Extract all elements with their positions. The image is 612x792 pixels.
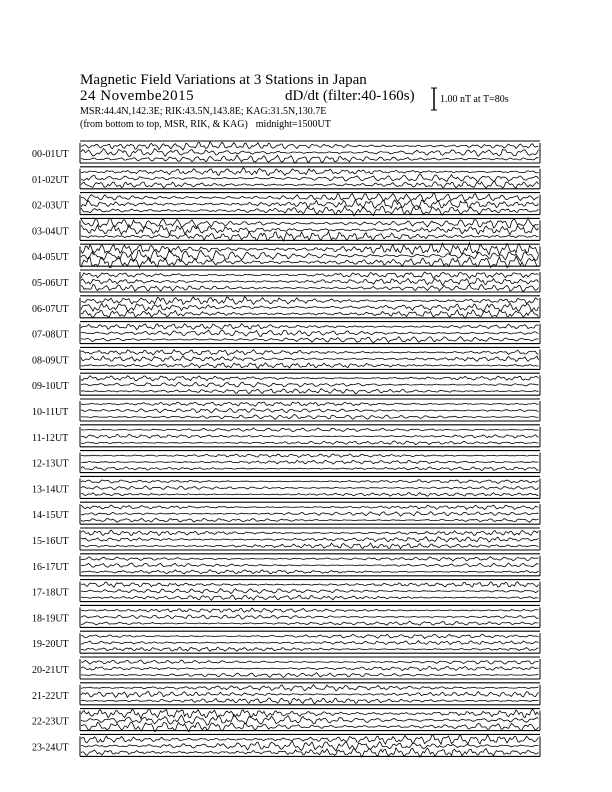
trace-kag (81, 297, 539, 305)
trace-rik (81, 409, 539, 413)
row-label: 21-22UT (32, 690, 69, 702)
trace-rik (81, 714, 539, 725)
trace-rik (81, 486, 539, 490)
trace-kag (81, 709, 539, 719)
filter-label: dD/dt (filter:40-160s) (285, 88, 415, 104)
trace-msr (81, 673, 539, 678)
trace-msr (81, 441, 539, 445)
trace-rik (81, 174, 539, 181)
trace-rik (81, 303, 539, 311)
hour-panel-03-04UT (32, 218, 540, 241)
row-label: 08-09UT (32, 355, 69, 367)
trace-msr (81, 647, 539, 651)
trace-rik (81, 356, 539, 361)
row-label: 18-19UT (32, 613, 69, 625)
trace-msr (81, 363, 539, 369)
trace-kag (81, 608, 539, 612)
midnight-note: midnight=1500UT (255, 119, 331, 130)
trace-msr (81, 310, 539, 319)
row-label: 10-11UT (32, 407, 69, 418)
hour-panel-11-12UT (32, 425, 540, 447)
row-label: 12-13UT (32, 458, 69, 470)
hour-panel-16-17UT (32, 554, 540, 576)
hour-panel-06-07UT (32, 296, 540, 319)
trace-msr (81, 698, 539, 704)
trace-rik (81, 512, 539, 516)
trace-msr (81, 493, 539, 497)
trace-kag (81, 582, 539, 587)
hour-panel-14-15UT (32, 502, 540, 524)
row-label: 05-06UT (32, 278, 69, 289)
trace-rik (81, 615, 539, 619)
trace-kag (81, 376, 539, 381)
trace-kag (81, 454, 539, 457)
row-label: 11-12UT (32, 432, 69, 444)
hour-panel-19-20UT (32, 631, 540, 653)
row-label: 01-02UT (32, 174, 69, 186)
trace-msr (81, 570, 539, 574)
row-label: 15-16UT (32, 536, 69, 547)
trace-msr (81, 595, 539, 600)
row-label: 17-18UT (32, 587, 69, 599)
trace-kag (81, 402, 539, 406)
trace-rik (81, 589, 539, 594)
order-note: (from bottom to top, MSR, RIK, & KAG) (80, 119, 248, 130)
trace-rik (81, 225, 539, 235)
trace-msr (81, 467, 539, 471)
hour-panel-23-24UT (32, 734, 540, 757)
trace-kag (81, 142, 539, 150)
trace-kag (81, 505, 539, 510)
hour-panel-07-08UT (32, 322, 540, 344)
trace-kag (81, 660, 539, 664)
row-label: 07-08UT (32, 329, 69, 341)
trace-rik (81, 149, 539, 157)
trace-msr (81, 284, 539, 291)
trace-rik (81, 382, 539, 387)
trace-kag (81, 324, 539, 330)
row-label: 23-24UT (32, 742, 69, 754)
row-label: 04-05UT (32, 252, 69, 264)
row-label: 14-15UT (32, 510, 69, 522)
hour-panel-20-21UT (32, 657, 540, 679)
scale-label: 1.00 nT at T=80s (440, 94, 509, 105)
trace-kag (81, 350, 539, 356)
date-label: 24 Novembe2015 (80, 88, 195, 104)
row-label: 16-17UT (32, 561, 69, 573)
trace-rik (81, 537, 539, 543)
trace-kag (81, 530, 539, 536)
trace-msr (81, 621, 539, 625)
trace-rik (81, 330, 539, 336)
trace-msr (81, 337, 539, 343)
trace-kag (81, 168, 539, 176)
row-label: 02-03UT (32, 200, 69, 212)
trace-rik (81, 278, 539, 285)
hour-panel-18-19UT (32, 605, 540, 627)
trace-kag (81, 685, 539, 691)
trace-kag (81, 480, 539, 484)
hour-panel-02-03UT (32, 193, 540, 216)
hour-panel-13-14UT (32, 476, 540, 498)
trace-msr (81, 748, 539, 757)
hour-panel-17-18UT (32, 580, 540, 602)
row-label: 22-23UT (32, 716, 69, 728)
hour-panel-05-06UT (32, 270, 540, 292)
trace-rik (81, 434, 539, 438)
hour-panel-09-10UT (32, 373, 540, 395)
trace-msr (81, 155, 539, 163)
hour-panel-01-02UT (32, 167, 540, 189)
trace-kag (81, 735, 539, 745)
trace-rik (81, 692, 539, 698)
hour-panel-15-16UT (32, 528, 540, 550)
hour-panel-12-13UT (32, 451, 540, 473)
hour-panel-08-09UT (32, 347, 540, 369)
hour-panel-04-05UT (32, 243, 540, 268)
hour-panel-10-11UT (32, 399, 540, 421)
trace-rik (81, 666, 539, 670)
station-coordinates: MSR:44.4N,142.3E; RIK:43.5N,143.8E; KAG:31.5N,130.7E (80, 106, 327, 117)
trace-msr (81, 232, 539, 242)
trace-kag (81, 428, 539, 432)
hour-panel-00-01UT (32, 141, 540, 163)
trace-rik (81, 563, 539, 567)
row-label: 20-21UT (32, 665, 69, 676)
trace-msr (81, 543, 539, 549)
row-label: 09-10UT (32, 381, 69, 393)
trace-rik (81, 460, 539, 464)
trace-rik (81, 200, 539, 209)
trace-rik (81, 641, 539, 645)
trace-msr (81, 389, 539, 394)
hour-panel-22-23UT (32, 709, 540, 732)
trace-msr (81, 415, 539, 420)
row-label: 06-07UT (32, 303, 69, 315)
hour-panel-21-22UT (32, 683, 540, 705)
trace-kag (81, 634, 539, 638)
row-label: 03-04UT (32, 226, 69, 238)
row-label: 13-14UT (32, 484, 69, 496)
trace-kag (81, 557, 539, 561)
chart-title: Magnetic Field Variations at 3 Stations in Japan (80, 72, 367, 88)
row-label: 19-20UT (32, 639, 69, 651)
trace-msr (81, 182, 539, 189)
row-label: 00-01UT (32, 149, 69, 160)
trace-msr (81, 518, 539, 522)
trace-kag (81, 193, 539, 202)
trace-kag (81, 272, 539, 278)
